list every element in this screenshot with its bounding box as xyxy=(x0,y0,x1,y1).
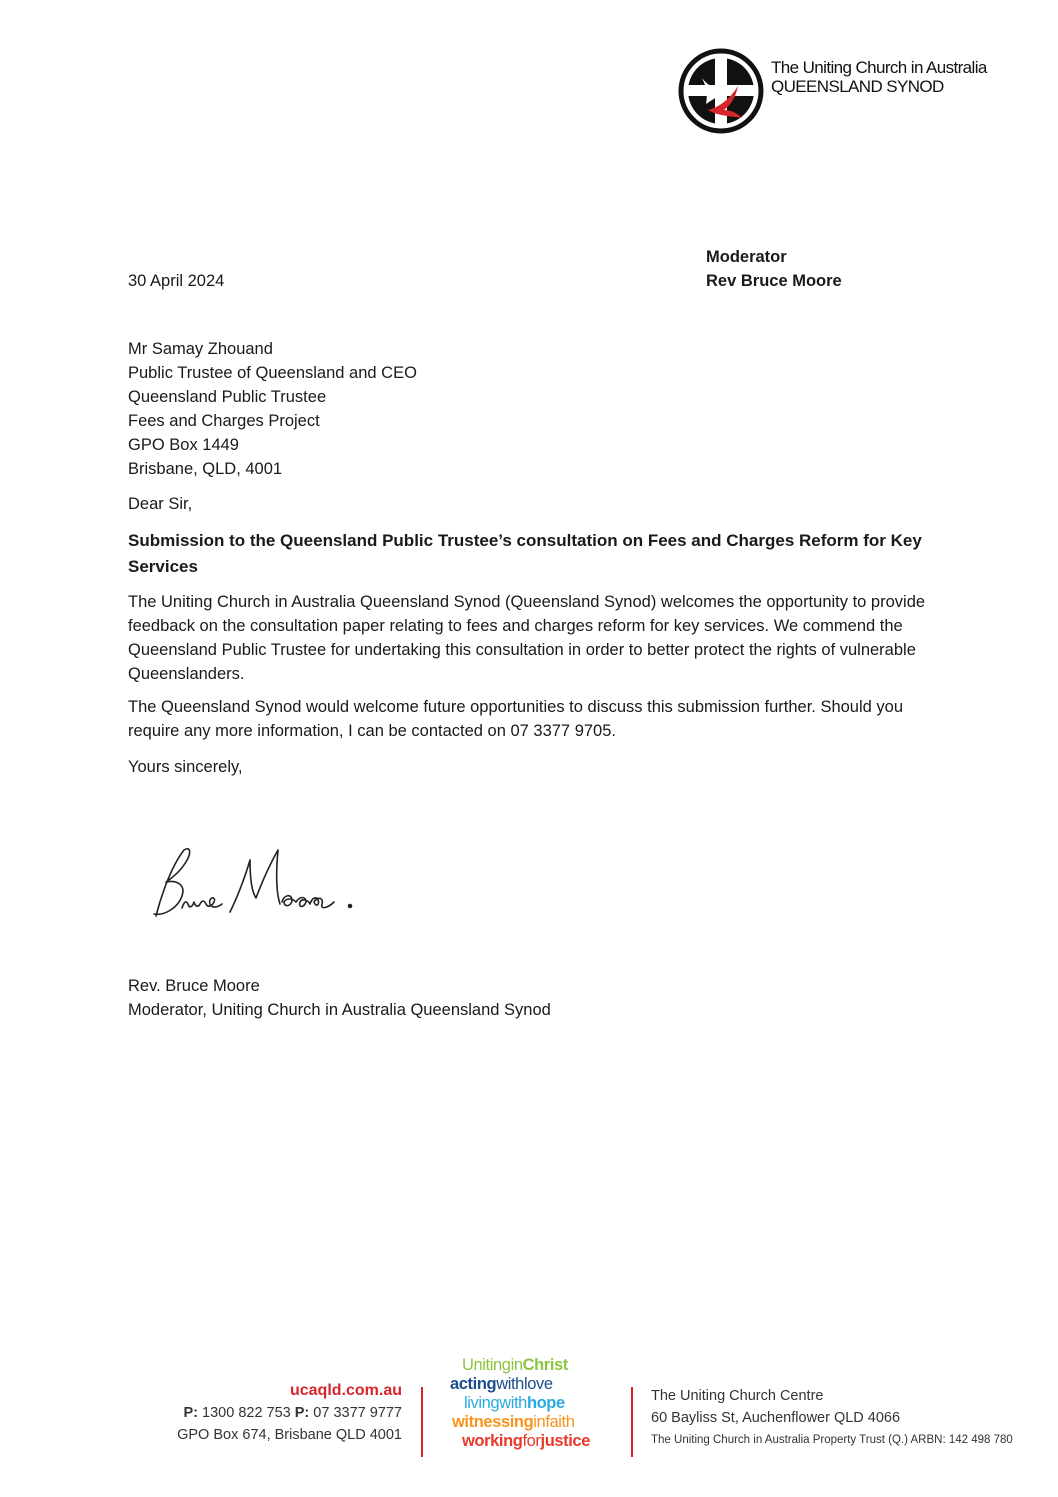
org-name-line1: The Uniting Church in Australia xyxy=(771,58,987,77)
letter-date: 30 April 2024 xyxy=(128,272,225,290)
centre-name: The Uniting Church Centre xyxy=(651,1388,824,1404)
motto-line: UnitinginChrist xyxy=(462,1356,568,1374)
footer-postal: GPO Box 674, Brisbane QLD 4001 xyxy=(177,1427,402,1443)
motto-line: livingwithhope xyxy=(464,1394,565,1412)
footer-divider xyxy=(421,1387,423,1457)
trust-line: The Uniting Church in Australia Property Trust (Q.) ARBN: 142 498 780 xyxy=(651,1434,1013,1446)
phone-number: 1300 822 753 xyxy=(202,1405,291,1421)
subject-heading: Submission to the Queensland Public Trustee’s consultation on Fees and Charges Reform for Key Services xyxy=(128,531,922,576)
closing: Yours sincerely, xyxy=(128,758,243,776)
footer-address xyxy=(651,1385,1013,1451)
phone-label: P: xyxy=(294,1405,310,1421)
org-name xyxy=(771,58,987,96)
recipient-line: Fees and Charges Project xyxy=(128,412,320,430)
moderator-title: Moderator xyxy=(706,248,787,266)
footer-divider xyxy=(631,1387,633,1457)
body-paragraph: The Queensland Synod would welcome future opportunities to discuss this submission further. Should you require any more information, I can be contacted on 07 3377 9705. xyxy=(128,698,904,740)
recipient-line: Queensland Public Trustee xyxy=(128,388,327,406)
motto-line: actingwithlove xyxy=(450,1375,553,1393)
footer-phones xyxy=(177,1402,402,1424)
motto-line: workingforjustice xyxy=(462,1432,590,1450)
uniting-church-logo-icon xyxy=(678,48,764,134)
signature-image xyxy=(146,838,366,928)
moderator-name: Rev Bruce Moore xyxy=(706,272,842,290)
recipient-line: Mr Samay Zhouand xyxy=(128,340,273,358)
org-name-line2: QUEENSLAND SYNOD xyxy=(771,77,944,96)
recipient-line: Public Trustee of Queensland and CEO xyxy=(128,364,417,382)
footer-contact xyxy=(177,1380,402,1446)
recipient-line: Brisbane, QLD, 4001 xyxy=(128,460,283,478)
signer-title: Moderator, Uniting Church in Australia Queensland Synod xyxy=(128,1001,551,1019)
body-paragraph: The Uniting Church in Australia Queensland Synod (Queensland Synod) welcomes the opportunity to provide feedback on the consultation paper relating to fees and charges reform for key services. We commend the Queensland Public Trustee for undertaking this consultation in order to better protect the rights of vulnerable Queenslanders. xyxy=(128,593,926,683)
recipient-line: GPO Box 1449 xyxy=(128,436,239,454)
salutation: Dear Sir, xyxy=(128,495,193,513)
phone-number: 07 3377 9777 xyxy=(313,1405,402,1421)
centre-address: 60 Bayliss St, Auchenflower QLD 4066 xyxy=(651,1410,901,1426)
motto-line: witnessinginfaith xyxy=(452,1413,575,1431)
phone-label: P: xyxy=(183,1405,198,1421)
recipient-address xyxy=(128,337,417,481)
footer-website-link[interactable]: ucaqld.com.au xyxy=(289,1382,402,1399)
signer-block xyxy=(128,974,551,1022)
moderator-block xyxy=(706,245,842,293)
signer-name: Rev. Bruce Moore xyxy=(128,977,260,995)
footer-motto xyxy=(440,1356,620,1451)
